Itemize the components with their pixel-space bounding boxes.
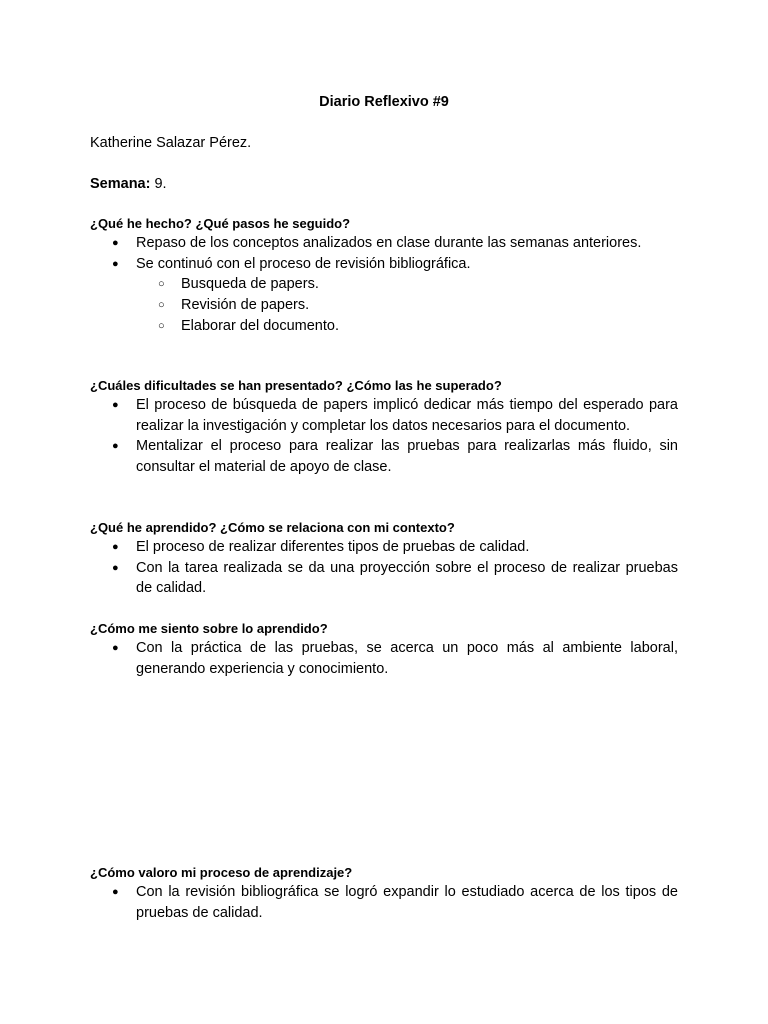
author-name: Katherine Salazar Pérez. xyxy=(90,135,252,151)
sub-bullet-list xyxy=(136,274,678,336)
list-item xyxy=(90,638,678,679)
section-question: ¿Cuáles dificultades se han presentado? ¿Cómo las he superado? xyxy=(90,378,502,393)
hollow-bullet-icon: ○ xyxy=(158,278,165,291)
hollow-bullet-icon: ○ xyxy=(158,319,165,332)
list-item-text: Repaso de los conceptos analizados en clase durante las semanas anteriores. xyxy=(136,235,642,251)
bullet-list xyxy=(90,395,678,478)
list-item xyxy=(90,254,678,337)
bullet-list xyxy=(90,537,678,599)
section-feelings xyxy=(90,620,678,679)
list-item xyxy=(90,233,678,254)
week-value: 9. xyxy=(154,176,167,192)
sub-list-item-text: Revisión de papers. xyxy=(181,297,310,314)
section-question: ¿Cómo me siento sobre lo aprendido? xyxy=(90,621,328,636)
list-item xyxy=(90,882,678,923)
section-question: ¿Cómo valoro mi proceso de aprendizaje? xyxy=(90,865,353,880)
sub-list-item xyxy=(136,295,678,316)
list-item xyxy=(90,436,678,477)
section-difficulties xyxy=(90,377,678,478)
bullet-icon: ● xyxy=(112,257,119,270)
list-item-text: Con la revisión bibliográfica se logró expandir lo estudiado acerca de los tipos de pruebas de calidad. xyxy=(136,884,678,921)
section-assessment xyxy=(90,864,678,923)
list-item-text: Con la tarea realizada se da una proyección sobre el proceso de realizar pruebas de calidad. xyxy=(136,559,678,597)
document-title: Diario Reflexivo #9 xyxy=(319,94,449,110)
list-item-text: El proceso de búsqueda de papers implicó dedicar más tiempo del esperado para realizar la investigación y completar los datos necesarios para el documento. xyxy=(136,397,678,434)
bullet-icon: ● xyxy=(112,440,119,453)
section-question: ¿Qué he hecho? ¿Qué pasos he seguido? xyxy=(90,216,351,231)
list-item xyxy=(90,395,678,436)
list-item xyxy=(90,558,678,599)
bullet-list xyxy=(90,882,678,923)
bullet-icon: ● xyxy=(112,642,119,654)
section-question: ¿Qué he aprendido? ¿Cómo se relaciona con mi contexto? xyxy=(90,520,455,535)
bullet-icon: ● xyxy=(112,886,119,898)
bullet-icon: ● xyxy=(112,399,119,411)
bullet-list xyxy=(90,233,678,337)
sub-list-item xyxy=(136,274,678,295)
week-label: Semana: xyxy=(90,176,151,192)
list-item-text: Se continuó con el proceso de revisión bibliográfica. xyxy=(136,255,471,272)
bullet-icon: ● xyxy=(112,541,119,553)
bullet-list xyxy=(90,638,678,679)
list-item-text: Con la práctica de las pruebas, se acerca un poco más al ambiente laboral, generando experiencia y conocimiento. xyxy=(136,640,678,677)
list-item-text: El proceso de realizar diferentes tipos de pruebas de calidad. xyxy=(136,539,530,555)
sub-list-item-text: Busqueda de papers. xyxy=(181,276,319,293)
bullet-icon: ● xyxy=(112,237,119,249)
week-line xyxy=(90,175,167,193)
sub-list-item-text: Elaborar del documento. xyxy=(181,317,339,334)
bullet-icon: ● xyxy=(112,561,119,574)
list-item xyxy=(90,537,678,558)
section-learned xyxy=(90,519,678,599)
list-item-text: Mentalizar el proceso para realizar las pruebas para realizarlas más fluido, sin consultar el material de apoyo de clase. xyxy=(136,438,678,476)
sub-list-item xyxy=(136,316,678,337)
hollow-bullet-icon: ○ xyxy=(158,299,165,312)
section-what-done xyxy=(90,215,678,337)
